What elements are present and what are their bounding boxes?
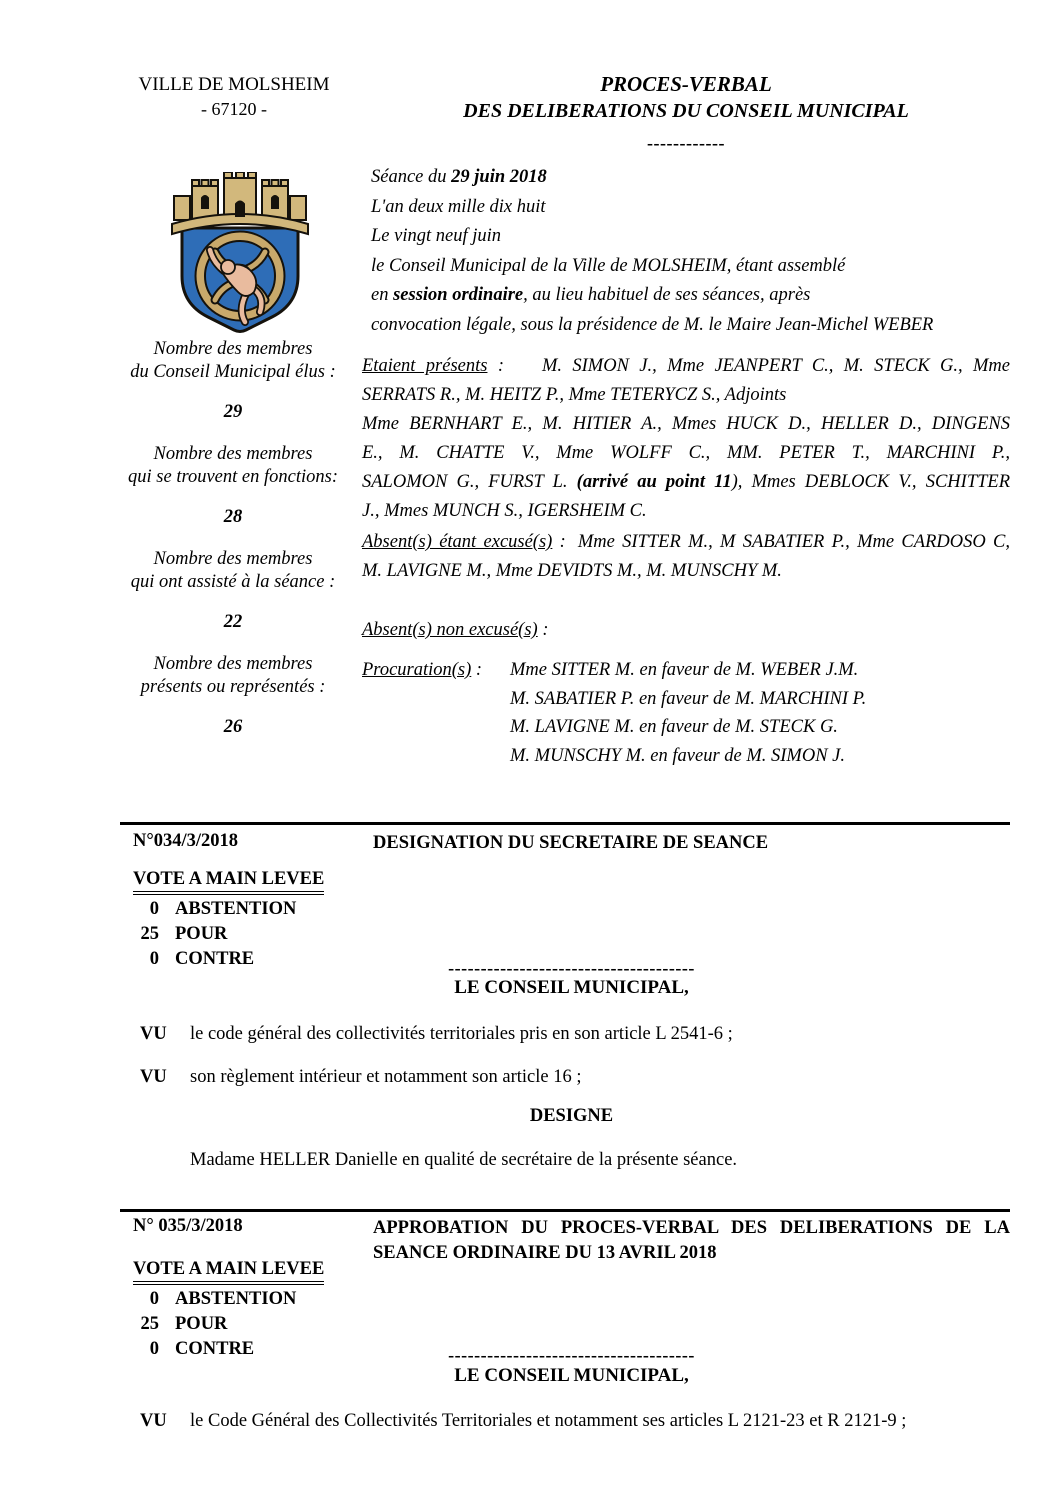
present-line <box>362 352 1010 381</box>
vu-item <box>140 1408 1012 1434</box>
decision-text: Madame HELLER Danielle en qualité de secrétaire de la présente séance. <box>190 1150 738 1170</box>
vote-count: 0 <box>149 1289 159 1309</box>
vote-row <box>133 1288 324 1310</box>
deliberation-title: DESIGNATION DU SECRETAIRE DE SEANCE <box>373 833 769 853</box>
vu-item <box>140 1064 1012 1090</box>
council-heading: LE CONSEIL MUNICIPAL, <box>454 1365 689 1386</box>
vu-label: VU <box>140 1067 167 1087</box>
count-label: du Conseil Municipal élus : <box>130 362 336 382</box>
present-members <box>362 352 1010 526</box>
count-label: Nombre des membres <box>153 339 313 359</box>
proxy-line: M. MUNSCHY M. en faveur de M. SIMON J. <box>510 745 845 766</box>
colon: : <box>537 620 549 640</box>
vote-label: POUR <box>175 924 228 944</box>
member-count-attended <box>118 548 348 634</box>
deliberation-title-line1: APPROBATION DU PROCES-VERBAL DES DELIBERATIONS DE LA <box>373 1218 1010 1238</box>
vote-label: ABSTENTION <box>175 899 297 919</box>
absent-excused <box>362 528 1010 586</box>
absent-excused-line: M. LAVIGNE M., Mme DEVIDTS M., M. MUNSCHY M. <box>362 561 782 581</box>
day-line: Le vingt neuf juin <box>371 226 501 246</box>
absent-not-excused-label: Absent(s) non excusé(s) <box>362 620 538 640</box>
absent-excused-line <box>362 528 1010 557</box>
vote-label: CONTRE <box>175 1339 255 1359</box>
vote-count: 0 <box>149 899 159 919</box>
count-label: qui se trouvent en fonctions: <box>128 467 338 487</box>
colon: : <box>552 532 566 552</box>
separator-dashes-top: ------------ <box>647 133 725 153</box>
vu-text: le code général des collectivités territoriales pris en son article L 2541-6 ; <box>190 1024 733 1044</box>
year-line: L'an deux mille dix huit <box>371 196 546 217</box>
doc-title-line2: DES DELIBERATIONS DU CONSEIL MUNICIPAL <box>463 100 909 122</box>
vote-label: CONTRE <box>175 949 255 969</box>
count-label: Nombre des membres <box>153 549 313 569</box>
deliberation-title <box>373 1216 1010 1266</box>
count-value: 22 <box>223 612 243 632</box>
member-count-represented <box>118 653 348 739</box>
count-label: Nombre des membres <box>153 654 313 674</box>
section-rule <box>120 1209 1010 1212</box>
vote-row <box>133 1313 324 1335</box>
arrival-note: (arrivé au point 11 <box>576 472 732 492</box>
deliberation-034-header <box>133 831 1010 857</box>
decision-heading: DESIGNE <box>529 1106 614 1126</box>
session-prefix: en <box>371 285 394 305</box>
postal-code: - 67120 - <box>201 99 267 119</box>
present-names: M. SIMON J., Mme JEANPERT C., M. STECK G., Mme <box>542 356 1011 376</box>
present-line: SERRATS R., M. HEITZ P., Mme TETERYCZ S., Adjoints <box>362 385 787 405</box>
absent-not-excused <box>362 616 1010 645</box>
count-value: 28 <box>223 507 243 527</box>
deliberation-title-line2: SEANCE ORDINAIRE DU 13 AVRIL 2018 <box>373 1243 717 1263</box>
vote-row <box>133 923 324 945</box>
present-names: SALOMON G., FURST L. <box>362 472 577 492</box>
vu-text: son règlement intérieur et notamment son article 16 ; <box>190 1067 582 1087</box>
city-header <box>118 72 350 122</box>
proxy-line: M. LAVIGNE M. en faveur de M. STECK G. <box>510 717 838 737</box>
vote-heading: VOTE A MAIN LEVEE <box>133 1259 324 1285</box>
vote-label: POUR <box>175 1314 228 1334</box>
vote-count: 25 <box>140 1314 159 1334</box>
present-label: Etaient présents <box>362 356 488 376</box>
city-name: VILLE DE MOLSHEIM <box>138 74 330 95</box>
present-line <box>362 468 1010 497</box>
proxy-line: Mme SITTER M. en faveur de M. WEBER J.M. <box>510 660 859 680</box>
session-line <box>371 281 1016 311</box>
vote-label: ABSTENTION <box>175 1289 297 1309</box>
mural-crown <box>172 172 308 234</box>
vote-block-034 <box>133 869 324 970</box>
count-label: présents ou représentés : <box>140 677 326 697</box>
vu-text: le Code Général des Collectivités Territoriales et notamment ses articles L 2121-23 et R 2121-9 ; <box>190 1411 907 1431</box>
deliberation-number: N°034/3/2018 <box>133 831 239 851</box>
seance-date-line <box>371 163 1016 193</box>
document-title <box>380 70 992 125</box>
present-names: ), Mmes DEBLOCK V., SCHITTER <box>731 472 1010 492</box>
vu-label: VU <box>140 1024 167 1044</box>
separator-dashes: -------------------------------------- <box>448 958 695 978</box>
count-value: 26 <box>223 717 243 737</box>
separator-dashes: -------------------------------------- <box>448 1345 695 1365</box>
deliberation-number: N° 035/3/2018 <box>133 1216 243 1236</box>
session-suffix: , au lieu habituel de ses séances, après <box>523 285 811 305</box>
proxy-line: M. SABATIER P. en faveur de M. MARCHINI P. <box>510 688 867 709</box>
count-label: qui ont assisté à la séance : <box>130 572 336 592</box>
colon: : <box>487 356 504 376</box>
vote-count: 0 <box>149 1339 159 1359</box>
present-line: J., Mmes MUNCH S., IGERSHEIM C. <box>362 501 647 521</box>
proxies-label: Procuration(s) <box>362 660 472 680</box>
vote-count: 25 <box>140 924 159 944</box>
session-intro <box>371 163 1016 340</box>
molsheim-coat-of-arms <box>166 172 314 334</box>
member-count-in-office <box>118 443 348 529</box>
present-line: E., M. CHATTE V., Mme WOLFF C., MM. PETER T., MARCHINI P., <box>362 443 1010 463</box>
member-count-elected <box>118 338 348 424</box>
absent-names: Mme SITTER M., M SABATIER P., Mme CARDOSO C, <box>577 532 1010 552</box>
council-heading: LE CONSEIL MUNICIPAL, <box>454 977 689 998</box>
seance-date: 29 juin 2018 <box>451 167 547 187</box>
present-line: Mme BERNHART E., M. HITIER A., Mmes HUCK D., HELLER D., DINGENS <box>362 414 1010 434</box>
session-type: session ordinaire <box>393 285 524 305</box>
vu-item <box>140 1021 1012 1047</box>
proxies-list <box>510 656 1010 770</box>
proxies <box>362 656 1010 770</box>
vu-label: VU <box>140 1411 167 1431</box>
assembly-line: le Conseil Municipal de la Ville de MOLSHEIM, étant assemblé <box>371 255 846 276</box>
proxies-label-cell <box>362 656 510 770</box>
doc-title-line1: PROCES-VERBAL <box>600 72 772 96</box>
vote-count: 0 <box>149 949 159 969</box>
absent-excused-label: Absent(s) étant excusé(s) <box>362 532 553 552</box>
seance-prefix: Séance du <box>371 167 452 187</box>
vote-row <box>133 898 324 920</box>
count-label: Nombre des membres <box>153 444 313 464</box>
colon: : <box>471 660 483 680</box>
count-value: 29 <box>223 402 243 422</box>
vote-heading: VOTE A MAIN LEVEE <box>133 869 324 895</box>
section-rule <box>120 822 1010 825</box>
convocation-line: convocation légale, sous la présidence de M. le Maire Jean-Michel WEBER <box>371 314 934 335</box>
